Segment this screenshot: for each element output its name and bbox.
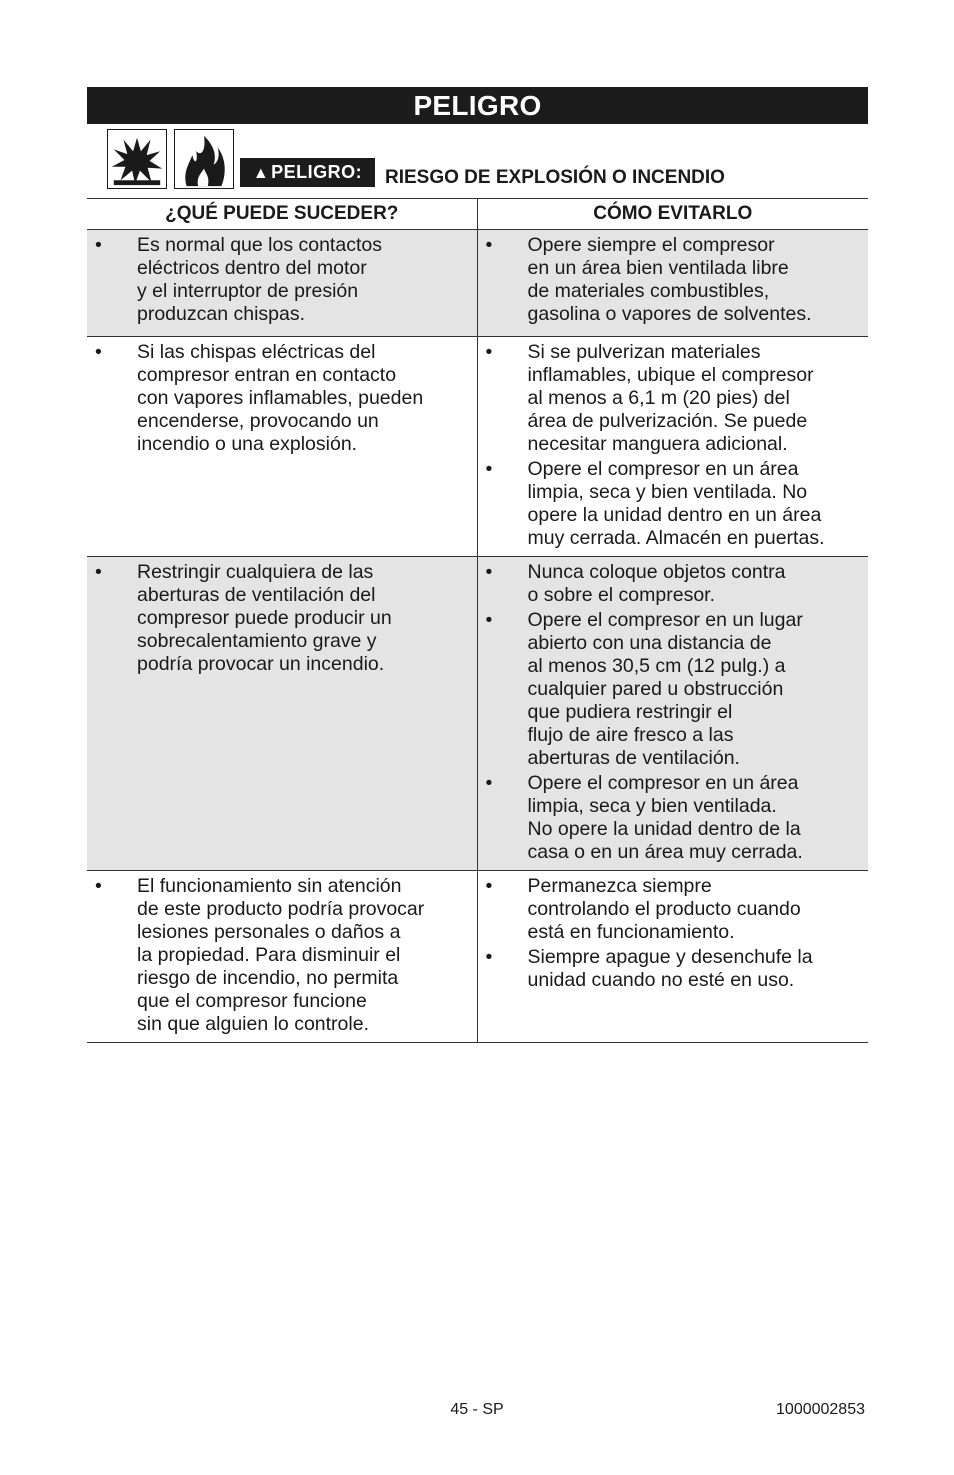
page-number: 45 - SP [450,1401,504,1418]
bullet-text: El funcionamiento sin atención de este producto podría provocar lesiones personales o daños a la propiedad. Para disminuir el riesgo de incendio, no permita que el compresor funcione sin que alguien lo controle. [137,875,425,1035]
bullet-item [87,875,477,1036]
bullet-text: Nunca coloque objetos contra o sobre el compresor. [527,561,786,606]
page-title: PELIGRO [87,87,868,124]
signal-word: PELIGRO: [271,162,363,182]
bullet-text: Si las chispas eléctricas del compresor entran en contacto con vapores inflamables, pueden encenderse, provocando un incendio o una explosión. [137,341,424,455]
bullet-item [87,561,477,676]
risk-cell [87,557,477,871]
hazard-table [87,198,868,1043]
bullet-text: Permanezca siempre controlando el producto cuando está en funcionamiento. [527,875,801,943]
bullet-item [478,609,869,770]
bullet-marker: • [485,772,493,794]
warning-triangle-icon: ▲ [252,165,270,182]
bullet-marker: • [95,561,102,583]
column-header-prevention: CÓMO EVITARLO [477,199,868,230]
bullet-item [478,772,869,864]
document-code: 1000002853 [776,1401,865,1418]
bullet-text: Restringir cualquiera de las aberturas de ventilación del compresor puede producir un sobrecalentamiento grave y podría provocar un incendio. [137,561,392,675]
bullet-marker: • [485,946,493,968]
bullet-item [87,341,477,456]
risk-cell [87,337,477,557]
bullet-text: Es normal que los contactos eléctricos dentro del motor y el interruptor de presión produzcan chispas. [137,234,382,325]
table-header-row [87,199,868,230]
bullet-text: Si se pulverizan materiales inflamables, ubique el compresor al menos a 6,1 m (20 pies) del área de pulverización. Se puede necesitar manguera adicional. [527,341,814,455]
bullet-marker: • [95,875,102,897]
column-header-risk: ¿QUÉ PUEDE SUCEDER? [87,199,477,230]
table-row [87,337,868,557]
bullet-item [478,234,869,326]
bullet-item [478,875,869,944]
prevention-cell [477,557,868,871]
prevention-cell [477,337,868,557]
fire-icon [174,129,234,189]
explosion-icon [107,129,167,189]
table-row [87,871,868,1043]
bullet-text: Opere el compresor en un lugar abierto con una distancia de al menos 30,5 cm (12 pulg.) a cualquier pared u obstrucción que pudiera restringir el flujo de aire fresco a las aberturas de ventilación. [527,609,803,769]
prevention-cell [477,230,868,337]
bullet-marker: • [485,234,493,256]
bullet-marker: • [485,875,493,897]
bullet-marker: • [95,341,102,363]
bullet-text: Siempre apague y desenchufe la unidad cuando no esté en uso. [527,946,813,991]
hazard-title: RIESGO DE EXPLOSIÓN O INCENDIO [385,167,725,188]
risk-cell [87,230,477,337]
table-row [87,557,868,871]
bullet-marker: • [485,458,493,480]
bullet-item [478,561,869,607]
bullet-item [87,234,477,326]
bullet-text: Opere el compresor en un área limpia, seca y bien ventilada. No opere la unidad dentro en un área muy cerrada. Almacén en puertas. [527,458,825,549]
bullet-marker: • [485,561,493,583]
risk-cell [87,871,477,1043]
bullet-item [478,341,869,456]
table-row [87,230,868,337]
bullet-marker: • [485,609,493,631]
prevention-cell [477,871,868,1043]
warning-header [87,129,868,191]
danger-signal-badge [240,158,375,187]
bullet-marker: • [485,341,493,363]
bullet-text: Opere el compresor en un área limpia, seca y bien ventilada. No opere la unidad dentro de la casa o en un área muy cerrada. [527,772,803,863]
bullet-item [478,946,869,992]
bullet-item [478,458,869,550]
bullet-marker: • [95,234,102,256]
bullet-text: Opere siempre el compresor en un área bien ventilada libre de materiales combustibles, gasolina o vapores de solventes. [527,234,812,325]
